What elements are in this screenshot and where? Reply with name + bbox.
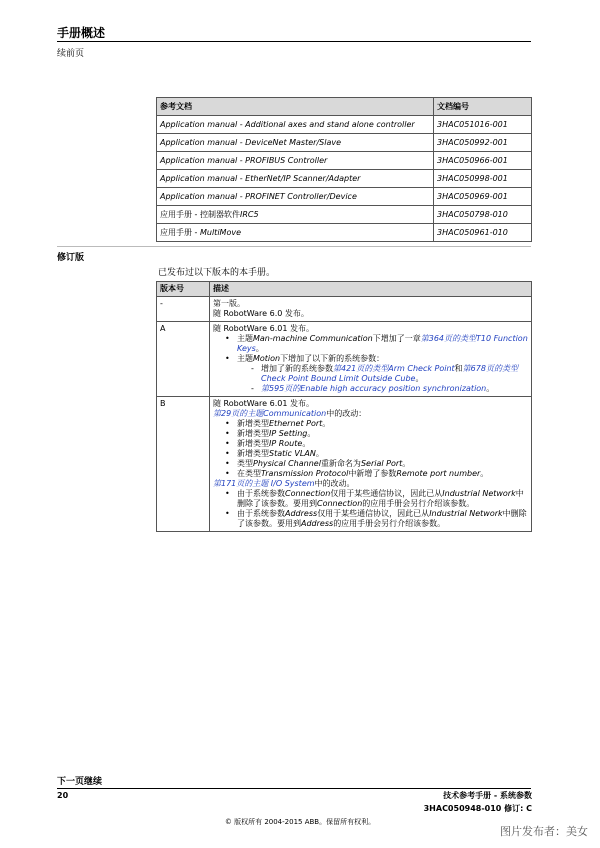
doc-number: 3HAC050961-010 <box>434 224 532 242</box>
version-cell: - <box>157 297 210 322</box>
desc-line: 第一版。 <box>213 299 245 308</box>
doc-number: 3HAC050966-001 <box>434 152 532 170</box>
doc-title-prefix: 应用手册 - 控制器软件 <box>160 210 240 219</box>
doc-number: 3HAC050998-001 <box>434 170 532 188</box>
list-item: • 在类型Transmission Protocol中新增了参数Remote port number。 <box>237 469 528 479</box>
table-row <box>157 224 532 242</box>
revision-table <box>156 281 532 532</box>
doc-title <box>157 206 434 224</box>
description-cell <box>210 397 532 532</box>
table-row <box>157 397 532 532</box>
continued-from-previous: 续前页 <box>57 49 85 59</box>
version-cell: A <box>157 322 210 397</box>
sub-list <box>237 364 528 394</box>
doc-title-italic: IRC5 <box>239 210 259 219</box>
doc-number: 3HAC050992-001 <box>434 134 532 152</box>
document-id: 3HAC050948-010 修订: C <box>423 804 532 813</box>
doc-title <box>157 224 434 242</box>
cross-reference-link[interactable]: 第29页的主题Communication <box>213 409 327 418</box>
table-row <box>157 188 532 206</box>
column-header-version: 版本号 <box>157 282 210 297</box>
desc-line: 第29页的主题Communication中的改动： <box>213 409 367 418</box>
table-row <box>157 206 532 224</box>
doc-title: Application manual - EtherNet/IP Scanner/Adapter <box>157 170 434 188</box>
doc-title-prefix: 应用手册 - <box>160 228 200 237</box>
manual-title: 技术参考手册 - 系统参数 <box>443 791 532 800</box>
list-item: • 主题Motion下增加了以下新的系统参数： - 增加了新的系统参数第421页的类型Arm Check Point和第678页的类型Check Point Bound Limit Outside Cube。 - 第595页的Enable high accuracy position synchronization。 <box>237 354 528 394</box>
description-cell <box>210 297 532 322</box>
table-row <box>157 134 532 152</box>
list-item: • 由于系统参数Connection仅用于某些通信协议，因此已从Industrial Network中删除了该参数。要用到Connection的应用手册会另行介绍该参数。 <box>237 489 528 509</box>
list-item: • 由于系统参数Address仅用于某些通信协议，因此已从Industrial Network中删除了该参数。要用到Address的应用手册会另行介绍该参数。 <box>237 509 528 529</box>
cross-reference-link[interactable]: 第364页的类型T10 Function Keys <box>237 334 528 353</box>
revision-section-label: 修订版 <box>57 253 85 263</box>
desc-line: 随 RobotWare 6.0 发布。 <box>213 309 309 318</box>
cross-reference-link[interactable]: 第421页的类型Arm Check Point <box>333 364 455 373</box>
list-item: • 主题Man-machine Communication下增加了一章第364页的类型T10 Function Keys。 <box>237 334 528 354</box>
list-item: • 新增类型Ethernet Port。 <box>237 419 528 429</box>
cross-reference-link[interactable]: 第171页的主题 I/O System <box>213 479 315 488</box>
continued-next-page: 下一页继续 <box>57 777 103 787</box>
watermark: 图片发布者：美女 <box>500 825 588 838</box>
desc-line: 随 RobotWare 6.01 发布。 <box>213 324 314 333</box>
footer-rule <box>57 788 531 789</box>
table-row <box>157 170 532 188</box>
list-item: • 新增类型IP Route。 <box>237 439 528 449</box>
section-divider <box>57 246 531 247</box>
reference-docs-table <box>156 97 532 242</box>
change-list <box>213 489 528 529</box>
change-list <box>213 334 528 394</box>
desc-line: 随 RobotWare 6.01 发布。 <box>213 399 314 408</box>
doc-title: Application manual - Additional axes and stand alone controller <box>157 116 434 134</box>
list-item: • 新增类型IP Setting。 <box>237 429 528 439</box>
table-row <box>157 322 532 397</box>
description-cell <box>210 322 532 397</box>
doc-number: 3HAC050969-001 <box>434 188 532 206</box>
page-title: 手册概述 <box>57 26 106 40</box>
header-rule <box>57 41 531 42</box>
doc-title: Application manual - PROFIBUS Controller <box>157 152 434 170</box>
page-number: 20 <box>57 791 69 800</box>
revision-intro: 已发布过以下版本的本手册。 <box>158 268 276 278</box>
list-item: - 增加了新的系统参数第421页的类型Arm Check Point和第678页的类型Check Point Bound Limit Outside Cube。 <box>261 364 528 384</box>
copyright-notice: © 版权所有 2004-2015 ABB。保留所有权利。 <box>224 818 376 826</box>
desc-line: 第171页的主题 I/O System中的改动。 <box>213 479 355 488</box>
cross-reference-link[interactable]: 第678页的类型Check Point Bound Limit Outside Cube <box>261 364 518 383</box>
list-item: - 第595页的Enable high accuracy position synchronization。 <box>261 384 528 394</box>
change-list <box>213 419 528 479</box>
column-header-doc-number: 文档编号 <box>434 98 532 116</box>
doc-title: Application manual - PROFINET Controller/Device <box>157 188 434 206</box>
doc-title: Application manual - DeviceNet Master/Slave <box>157 134 434 152</box>
table-row <box>157 116 532 134</box>
doc-title-italic: MultiMove <box>199 228 241 237</box>
doc-number: 3HAC050798-010 <box>434 206 532 224</box>
cross-reference-link[interactable]: 第595页的Enable high accuracy position synchronization <box>261 384 487 393</box>
version-cell: B <box>157 397 210 532</box>
list-item: • 新增类型Static VLAN。 <box>237 449 528 459</box>
list-item: • 类型Physical Channel重新命名为Serial Port。 <box>237 459 528 469</box>
column-header-document: 参考文档 <box>157 98 434 116</box>
doc-number: 3HAC051016-001 <box>434 116 532 134</box>
table-row <box>157 297 532 322</box>
table-row <box>157 152 532 170</box>
column-header-description: 描述 <box>210 282 532 297</box>
